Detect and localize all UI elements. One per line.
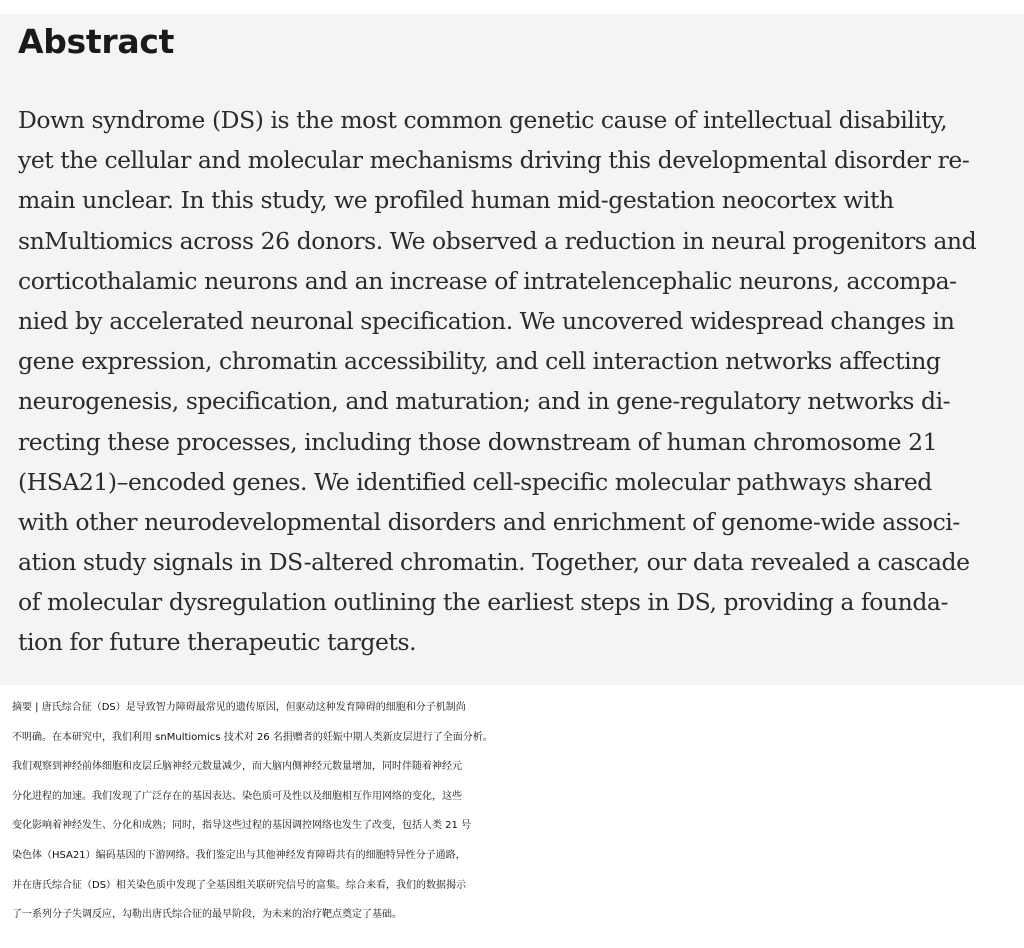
translation-line: 染色体（HSA21）编码基因的下游网络。我们鉴定出与其他神经发育障碍共有的细胞特异性分子通路， bbox=[12, 849, 466, 861]
translation-line: 了一系列分子失调反应，勾勒出唐氏综合征的最早阶段，为未来的治疗靶点奠定了基础。 bbox=[12, 909, 402, 921]
abstract-section bbox=[0, 14, 1024, 685]
abstract-line: with other neurodevelopmental disorders and enrichment of genome-wide associ- bbox=[18, 507, 960, 536]
top-margin bbox=[0, 0, 1024, 14]
translation-line: 并在唐氏综合征（DS）相关染色质中发现了全基因组关联研究信号的富集。综合来看，我们的数据揭示 bbox=[12, 879, 467, 891]
abstract-line: Down syndrome (DS) is the most common genetic cause of intellectual disability, bbox=[18, 106, 948, 134]
abstract-line: recting these processes, including those downstream of human chromosome 21 bbox=[18, 427, 938, 456]
translation-line: 不明确。在本研究中，我们利用 snMultiomics 技术对 26 名捐赠者的妊娠中期人类新皮层进行了全面分析。 bbox=[12, 731, 493, 743]
abstract-line: snMultiomics across 26 donors. We observed a reduction in neural progenitors and bbox=[18, 226, 977, 255]
abstract-line: yet the cellular and molecular mechanisms driving this developmental disorder re- bbox=[18, 146, 970, 175]
abstract-line: tion for future therapeutic targets. bbox=[18, 628, 417, 657]
abstract-body bbox=[18, 100, 1018, 663]
abstract-line: ation study signals in DS-altered chromatin. Together, our data revealed a cascade bbox=[18, 548, 970, 577]
translation-line: 摘要 | 唐氏综合征（DS）是导致智力障碍最常见的遗传原因，但驱动这种发育障碍的细胞和分子机制尚 bbox=[12, 702, 466, 713]
abstract-line: gene expression, chromatin accessibility, and cell interaction networks affecting bbox=[18, 347, 941, 376]
abstract-line: corticothalamic neurons and an increase of intratelencephalic neurons, accompa- bbox=[18, 266, 957, 295]
translation-line: 分化进程的加速。我们发现了广泛存在的基因表达、染色质可及性以及细胞相互作用网络的变化，这些 bbox=[12, 790, 462, 802]
abstract-line: neurogenesis, specification, and maturation; and in gene-regulatory networks di- bbox=[18, 387, 951, 416]
abstract-heading: Abstract bbox=[18, 22, 175, 61]
translation-line: 我们观察到神经前体细胞和皮层丘脑神经元数量减少，而大脑内侧神经元数量增加，同时伴随着神经元 bbox=[12, 761, 462, 773]
translation-line: 变化影响着神经发生、分化和成熟；同时，指导这些过程的基因调控网络也发生了改变，包括人类 21 号 bbox=[12, 820, 472, 832]
chinese-translation bbox=[12, 693, 1024, 930]
abstract-line: nied by accelerated neuronal specification. We uncovered widespread changes in bbox=[18, 306, 955, 335]
abstract-line: main unclear. In this study, we profiled human mid-gestation neocortex with bbox=[18, 186, 894, 215]
abstract-line: (HSA21)–encoded genes. We identified cell-specific molecular pathways shared bbox=[18, 467, 932, 496]
abstract-line: of molecular dysregulation outlining the earliest steps in DS, providing a founda- bbox=[18, 588, 948, 617]
